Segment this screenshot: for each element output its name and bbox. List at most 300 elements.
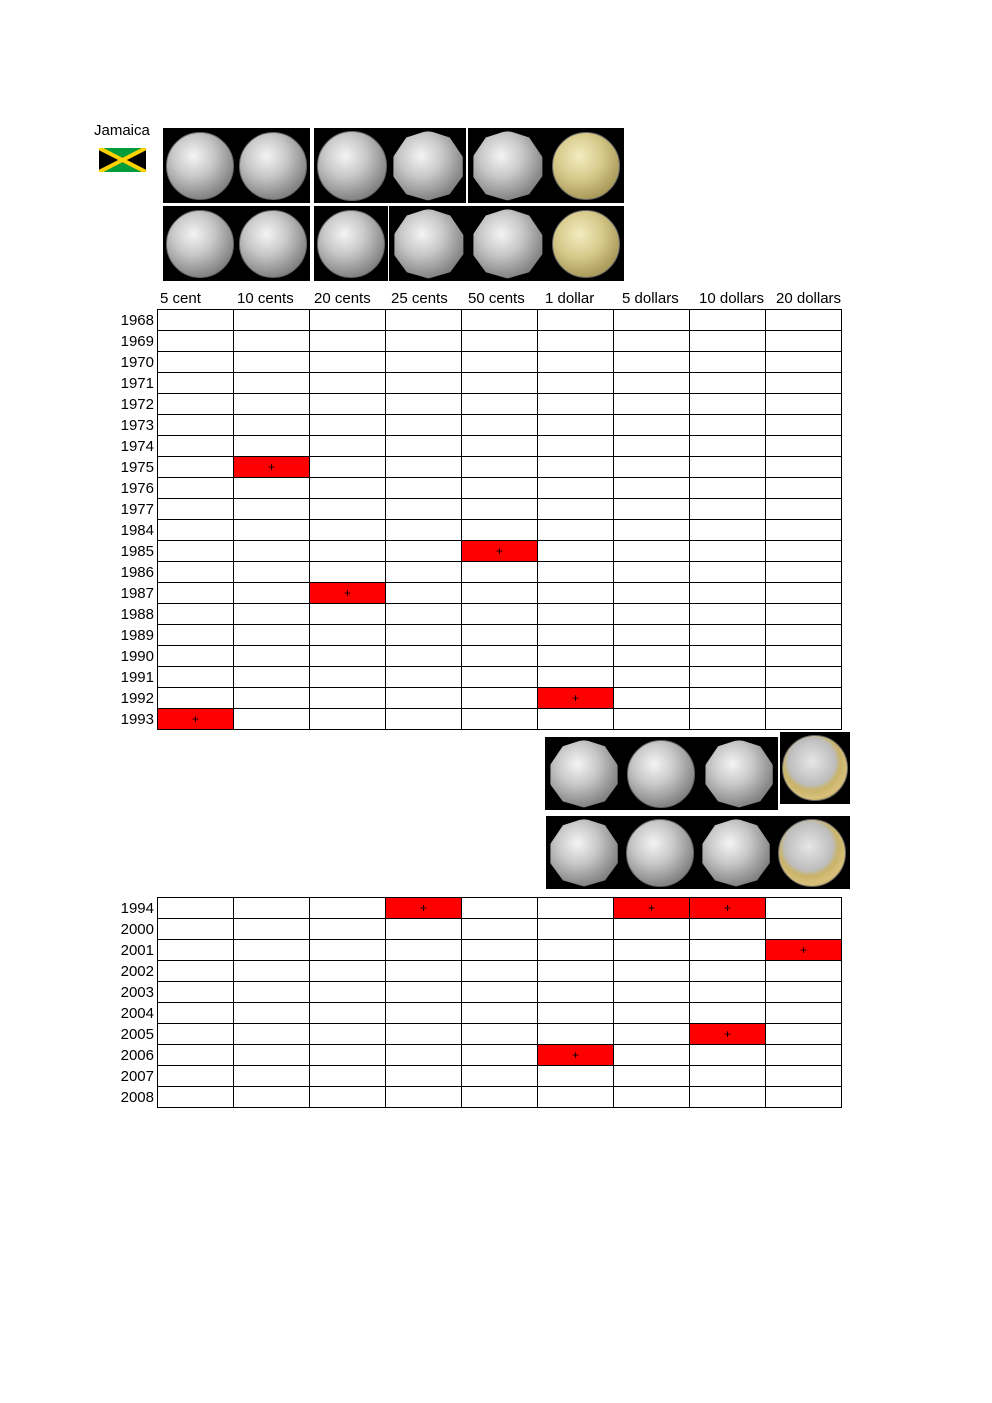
year-label: 2008	[120, 1089, 154, 1106]
table-cell	[310, 688, 386, 709]
table-row	[158, 394, 842, 415]
year-label: 1972	[120, 396, 154, 413]
table-cell	[614, 688, 690, 709]
table-cell	[766, 436, 842, 457]
table-cell	[234, 1066, 310, 1087]
table-cell	[234, 646, 310, 667]
table-cell	[234, 961, 310, 982]
table-cell	[538, 1003, 614, 1024]
table-cell	[310, 436, 386, 457]
table-cell	[462, 625, 538, 646]
year-label: 1970	[120, 354, 154, 371]
table-cell	[310, 478, 386, 499]
table-cell	[234, 1087, 310, 1108]
table-cell	[310, 709, 386, 730]
table-cell	[386, 1087, 462, 1108]
table-cell	[234, 331, 310, 352]
table-cell	[158, 898, 234, 919]
table-cell	[462, 499, 538, 520]
year-label: 2005	[120, 1026, 154, 1043]
table-row	[158, 940, 842, 961]
table-cell	[538, 961, 614, 982]
column-header: 5 cent	[160, 290, 201, 307]
table-cell	[310, 1003, 386, 1024]
marked-cell: +	[690, 898, 766, 919]
table-cell	[690, 583, 766, 604]
table-cell	[614, 373, 690, 394]
table-cell	[766, 961, 842, 982]
table-cell	[614, 625, 690, 646]
table-cell	[234, 625, 310, 646]
table-cell	[462, 1087, 538, 1108]
table-cell	[386, 520, 462, 541]
column-header: 5 dollars	[622, 290, 679, 307]
table-cell	[386, 1003, 462, 1024]
table-cell	[158, 352, 234, 373]
year-label: 1969	[120, 333, 154, 350]
table-cell	[158, 604, 234, 625]
table-cell	[690, 982, 766, 1003]
table-cell	[766, 373, 842, 394]
table-cell	[234, 541, 310, 562]
table-row	[158, 415, 842, 436]
year-label: 1990	[120, 648, 154, 665]
table-cell	[766, 919, 842, 940]
table-cell	[386, 709, 462, 730]
year-label: 2003	[120, 984, 154, 1001]
table-cell	[462, 394, 538, 415]
table-cell	[158, 394, 234, 415]
table-row	[158, 436, 842, 457]
table-cell	[614, 415, 690, 436]
table-row	[158, 898, 842, 919]
table-cell	[158, 1003, 234, 1024]
table-cell	[386, 667, 462, 688]
table-cell	[614, 436, 690, 457]
table-cell	[766, 688, 842, 709]
table-row	[158, 352, 842, 373]
table-cell	[614, 352, 690, 373]
table-cell	[310, 940, 386, 961]
table-cell	[766, 667, 842, 688]
table-row	[158, 583, 842, 604]
table-cell	[538, 919, 614, 940]
table-cell	[234, 352, 310, 373]
table-cell	[766, 541, 842, 562]
table-cell	[766, 478, 842, 499]
table-cell	[386, 562, 462, 583]
table-cell	[462, 457, 538, 478]
table-cell	[690, 310, 766, 331]
table-cell	[234, 688, 310, 709]
coin-20-cents-image	[317, 131, 387, 201]
table-cell	[766, 1024, 842, 1045]
year-label: 1993	[120, 711, 154, 728]
year-label: 1973	[120, 417, 154, 434]
table-cell	[538, 709, 614, 730]
table-cell	[310, 310, 386, 331]
table-cell	[386, 625, 462, 646]
marked-cell: +	[538, 1045, 614, 1066]
table-cell	[766, 625, 842, 646]
table-cell	[538, 436, 614, 457]
column-header: 25 cents	[391, 290, 448, 307]
table-cell	[462, 667, 538, 688]
table-cell	[766, 1045, 842, 1066]
marked-cell: +	[538, 688, 614, 709]
coin-5-cent-reverse-image	[166, 210, 234, 278]
year-label: 2007	[120, 1068, 154, 1085]
table-cell	[234, 478, 310, 499]
table-cell	[462, 352, 538, 373]
coin-10-dollars-reverse-image	[702, 819, 770, 887]
table-cell	[690, 520, 766, 541]
coin-photo-50-1	[468, 128, 624, 203]
table-cell	[234, 583, 310, 604]
coin-50-cents-image	[473, 131, 543, 201]
table-row	[158, 961, 842, 982]
table-cell	[614, 499, 690, 520]
table-cell	[614, 709, 690, 730]
table-cell	[386, 919, 462, 940]
column-header: 10 cents	[237, 290, 294, 307]
table-cell	[158, 562, 234, 583]
table-cell	[158, 646, 234, 667]
table-cell	[538, 373, 614, 394]
table-cell	[538, 541, 614, 562]
column-header: 1 dollar	[545, 290, 595, 307]
year-label: 1977	[120, 501, 154, 518]
table-cell	[690, 625, 766, 646]
table-cell	[158, 625, 234, 646]
table-cell	[386, 457, 462, 478]
table-row	[158, 688, 842, 709]
country-name: Jamaica	[94, 122, 150, 139]
table-cell	[614, 520, 690, 541]
table-cell	[690, 562, 766, 583]
table-cell	[766, 562, 842, 583]
table-cell	[158, 478, 234, 499]
table-cell	[538, 394, 614, 415]
table-cell	[462, 688, 538, 709]
table-cell	[310, 331, 386, 352]
marked-cell: +	[310, 583, 386, 604]
year-label: 2006	[120, 1047, 154, 1064]
table-cell	[614, 310, 690, 331]
table-cell	[158, 919, 234, 940]
table-cell	[766, 709, 842, 730]
table-row	[158, 604, 842, 625]
table-cell	[690, 373, 766, 394]
table-cell	[690, 604, 766, 625]
table-row	[158, 625, 842, 646]
table-cell	[462, 1045, 538, 1066]
table-cell	[462, 415, 538, 436]
table-cell	[462, 1003, 538, 1024]
table-cell	[234, 415, 310, 436]
table-cell	[158, 436, 234, 457]
table-cell	[234, 604, 310, 625]
table-row	[158, 478, 842, 499]
table-cell	[462, 520, 538, 541]
table-cell	[538, 583, 614, 604]
table-cell	[538, 478, 614, 499]
year-label: 1971	[120, 375, 154, 392]
table-cell	[538, 457, 614, 478]
year-label: 2000	[120, 921, 154, 938]
table-cell	[538, 1024, 614, 1045]
table-cell	[766, 982, 842, 1003]
table-cell	[234, 898, 310, 919]
table-cell	[158, 583, 234, 604]
year-label: 1968	[120, 312, 154, 329]
coin-5-dollars-image	[627, 740, 695, 808]
table-row	[158, 646, 842, 667]
table-cell	[386, 352, 462, 373]
year-label: 1974	[120, 438, 154, 455]
table-cell	[690, 415, 766, 436]
coin-1-dollar-1994-reverse-image	[550, 819, 618, 887]
table-cell	[234, 394, 310, 415]
table-cell	[614, 1087, 690, 1108]
table-cell	[614, 583, 690, 604]
table-cell	[462, 310, 538, 331]
coin-1-dollar-1994-image	[550, 740, 618, 808]
coin-photo-1968-obverse-5-10	[163, 128, 310, 203]
table-cell	[386, 478, 462, 499]
table-cell	[310, 499, 386, 520]
table-cell	[766, 310, 842, 331]
table-cell	[386, 646, 462, 667]
table-cell	[690, 667, 766, 688]
table-cell	[310, 646, 386, 667]
table-cell	[690, 646, 766, 667]
table-cell	[310, 541, 386, 562]
coin-photo-1994-reverse	[546, 816, 850, 889]
table-cell	[538, 604, 614, 625]
table-cell	[234, 562, 310, 583]
table-cell	[614, 982, 690, 1003]
marked-cell: +	[690, 1024, 766, 1045]
table-cell	[386, 373, 462, 394]
table-cell	[766, 520, 842, 541]
table-cell	[158, 1024, 234, 1045]
coin-1-dollar-image	[552, 132, 620, 200]
table-cell	[766, 1087, 842, 1108]
table-cell	[158, 499, 234, 520]
table-cell	[690, 688, 766, 709]
table-cell	[462, 646, 538, 667]
coin-25-cents-image	[393, 131, 463, 201]
year-labels-1968-1993	[114, 310, 154, 730]
table-row	[158, 310, 842, 331]
table-cell	[690, 457, 766, 478]
table-cell	[310, 394, 386, 415]
table-cell	[766, 457, 842, 478]
table-row	[158, 919, 842, 940]
table-cell	[386, 331, 462, 352]
year-label: 1984	[120, 522, 154, 539]
coin-1-dollar-reverse-image	[552, 210, 620, 278]
table-row	[158, 1066, 842, 1087]
table-cell	[158, 331, 234, 352]
table-cell	[158, 310, 234, 331]
coin-10-cents-image	[239, 132, 307, 200]
table-cell	[310, 1066, 386, 1087]
table-cell	[158, 1045, 234, 1066]
table-row	[158, 373, 842, 394]
table-cell	[462, 919, 538, 940]
table-cell	[462, 331, 538, 352]
table-cell	[158, 1087, 234, 1108]
table-cell	[310, 562, 386, 583]
table-cell	[386, 310, 462, 331]
table-cell	[462, 1066, 538, 1087]
table-cell	[538, 982, 614, 1003]
coin-photo-reverse-5-10	[163, 206, 310, 281]
table-cell	[766, 499, 842, 520]
table-cell	[690, 919, 766, 940]
table-cell	[158, 1066, 234, 1087]
jamaica-flag-icon	[99, 148, 146, 172]
coin-10-cents-reverse-image	[239, 210, 307, 278]
coin-photo-20-dollars	[780, 732, 850, 804]
coin-table-1968-1993	[157, 309, 842, 730]
column-header: 20 dollars	[776, 290, 842, 307]
table-cell	[690, 352, 766, 373]
table-cell	[614, 331, 690, 352]
table-cell	[310, 415, 386, 436]
table-cell	[310, 1087, 386, 1108]
table-cell	[234, 982, 310, 1003]
table-cell	[614, 604, 690, 625]
table-cell	[766, 898, 842, 919]
table-cell	[614, 394, 690, 415]
table-cell	[538, 625, 614, 646]
table-cell	[538, 667, 614, 688]
table-cell	[690, 1003, 766, 1024]
coin-25-cents-reverse-image	[394, 209, 464, 279]
table-cell	[766, 331, 842, 352]
year-label: 2001	[120, 942, 154, 959]
table-row	[158, 709, 842, 730]
coin-photo-reverse-25-50-1	[389, 206, 624, 281]
table-cell	[538, 940, 614, 961]
table-cell	[462, 898, 538, 919]
table-cell	[614, 940, 690, 961]
table-cell	[386, 394, 462, 415]
table-cell	[614, 919, 690, 940]
marked-cell: +	[234, 457, 310, 478]
table-cell	[462, 709, 538, 730]
table-cell	[614, 1045, 690, 1066]
year-label: 1988	[120, 606, 154, 623]
table-cell	[234, 499, 310, 520]
table-cell	[462, 604, 538, 625]
table-cell	[462, 373, 538, 394]
year-label: 1985	[120, 543, 154, 560]
table-cell	[614, 562, 690, 583]
table-cell	[386, 688, 462, 709]
table-row	[158, 541, 842, 562]
table-cell	[462, 1024, 538, 1045]
coin-50-cents-reverse-image	[473, 209, 543, 279]
coin-photo-reverse-20	[314, 206, 388, 281]
table-cell	[690, 709, 766, 730]
coin-table-1994-2008	[157, 897, 842, 1108]
table-cell	[538, 562, 614, 583]
table-cell	[310, 898, 386, 919]
table-cell	[690, 541, 766, 562]
year-labels-1994-2008	[114, 898, 154, 1108]
table-cell	[158, 667, 234, 688]
table-cell	[386, 940, 462, 961]
table-cell	[462, 478, 538, 499]
table-cell	[386, 604, 462, 625]
table-cell	[614, 541, 690, 562]
table-cell	[614, 478, 690, 499]
year-label: 1987	[120, 585, 154, 602]
table-cell	[766, 646, 842, 667]
table-cell	[462, 961, 538, 982]
table-row	[158, 331, 842, 352]
coin-5-dollars-reverse-image	[626, 819, 694, 887]
table-cell	[690, 961, 766, 982]
table-cell	[234, 520, 310, 541]
year-label: 1994	[120, 900, 154, 917]
year-label: 1976	[120, 480, 154, 497]
table-cell	[462, 583, 538, 604]
table-cell	[614, 667, 690, 688]
table-cell	[386, 1066, 462, 1087]
table-cell	[538, 646, 614, 667]
table-cell	[766, 1066, 842, 1087]
table-row	[158, 667, 842, 688]
marked-cell: +	[158, 709, 234, 730]
table-row	[158, 499, 842, 520]
table-cell	[766, 604, 842, 625]
table-cell	[538, 352, 614, 373]
table-cell	[538, 331, 614, 352]
table-cell	[462, 940, 538, 961]
table-cell	[690, 331, 766, 352]
table-row	[158, 1024, 842, 1045]
table-cell	[234, 940, 310, 961]
table-cell	[462, 982, 538, 1003]
table-cell	[614, 1024, 690, 1045]
table-cell	[614, 1003, 690, 1024]
table-cell	[386, 541, 462, 562]
table-cell	[614, 961, 690, 982]
table-cell	[158, 961, 234, 982]
table-cell	[690, 1045, 766, 1066]
year-label: 1975	[120, 459, 154, 476]
table-cell	[766, 352, 842, 373]
table-row	[158, 520, 842, 541]
table-cell	[310, 982, 386, 1003]
coin-20-cents-reverse-image	[317, 210, 385, 278]
table-cell	[386, 982, 462, 1003]
table-cell	[538, 1066, 614, 1087]
column-header: 10 dollars	[699, 290, 765, 307]
table-cell	[538, 310, 614, 331]
table-cell	[386, 583, 462, 604]
table-cell	[462, 436, 538, 457]
coin-photo-20-25	[314, 128, 466, 203]
table-cell	[538, 1087, 614, 1108]
table-row	[158, 562, 842, 583]
table-cell	[538, 898, 614, 919]
